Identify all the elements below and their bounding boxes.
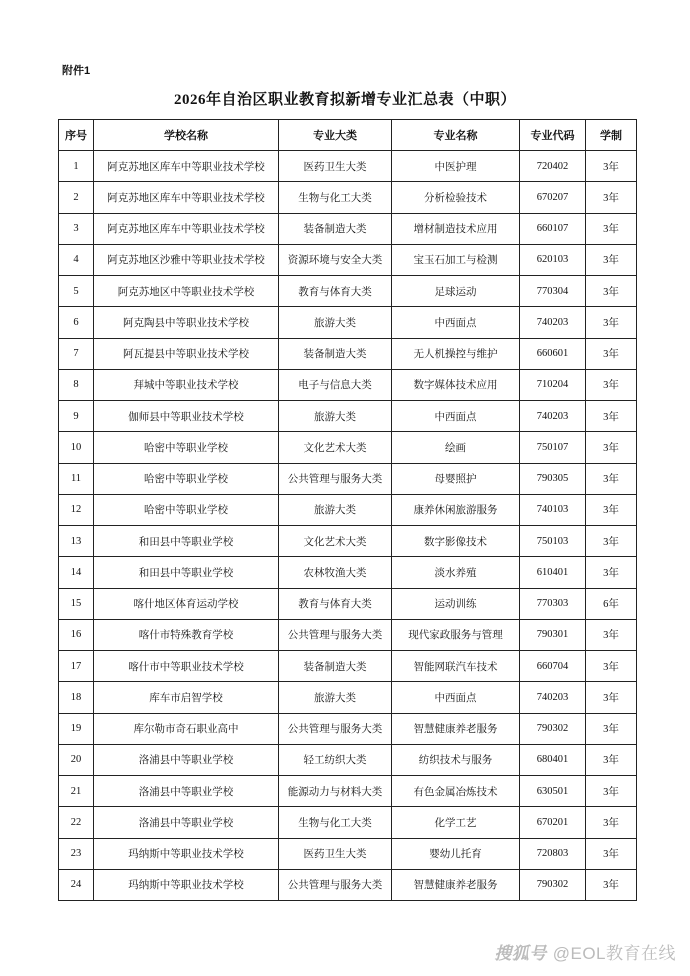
cell-major-category: 医药卫生大类 xyxy=(279,151,392,182)
cell-index: 23 xyxy=(59,838,94,869)
cell-major-name: 中西面点 xyxy=(392,307,520,338)
cell-major-name: 分析检验技术 xyxy=(392,182,520,213)
cell-duration: 3年 xyxy=(586,557,637,588)
cell-major-category: 农林牧渔大类 xyxy=(279,557,392,588)
cell-major-name: 绘画 xyxy=(392,432,520,463)
cell-index: 20 xyxy=(59,744,94,775)
cell-school-name: 喀什市中等职业技术学校 xyxy=(94,651,279,682)
cell-major-category: 教育与体育大类 xyxy=(279,588,392,619)
table-row xyxy=(59,588,637,619)
table-row xyxy=(59,244,637,275)
cell-duration: 3年 xyxy=(586,244,637,275)
cell-index: 2 xyxy=(59,182,94,213)
cell-major-code: 750107 xyxy=(520,432,586,463)
cell-school-name: 阿瓦提县中等职业技术学校 xyxy=(94,338,279,369)
cell-duration: 3年 xyxy=(586,494,637,525)
cell-school-name: 哈密中等职业学校 xyxy=(94,494,279,525)
cell-index: 24 xyxy=(59,869,94,900)
cell-index: 4 xyxy=(59,244,94,275)
cell-index: 7 xyxy=(59,338,94,369)
cell-major-category: 装备制造大类 xyxy=(279,651,392,682)
cell-duration: 3年 xyxy=(586,276,637,307)
header-duration: 学制 xyxy=(586,120,637,151)
cell-school-name: 阿克苏地区中等职业技术学校 xyxy=(94,276,279,307)
cell-school-name: 哈密中等职业学校 xyxy=(94,463,279,494)
cell-duration: 3年 xyxy=(586,869,637,900)
cell-major-code: 680401 xyxy=(520,744,586,775)
cell-school-name: 哈密中等职业学校 xyxy=(94,432,279,463)
header-index: 序号 xyxy=(59,120,94,151)
table-row xyxy=(59,807,637,838)
cell-major-code: 740203 xyxy=(520,682,586,713)
table-body xyxy=(59,151,637,901)
cell-school-name: 洛浦县中等职业学校 xyxy=(94,807,279,838)
cell-major-name: 母婴照护 xyxy=(392,463,520,494)
cell-major-category: 公共管理与服务大类 xyxy=(279,463,392,494)
cell-major-name: 现代家政服务与管理 xyxy=(392,619,520,650)
cell-major-name: 有色金属冶炼技术 xyxy=(392,776,520,807)
attachment-label: 附件1 xyxy=(62,65,91,77)
cell-major-name: 康养休闲旅游服务 xyxy=(392,494,520,525)
cell-index: 14 xyxy=(59,557,94,588)
cell-school-name: 玛纳斯中等职业技术学校 xyxy=(94,869,279,900)
cell-major-name: 智慧健康养老服务 xyxy=(392,713,520,744)
cell-major-category: 生物与化工大类 xyxy=(279,182,392,213)
header-major-code: 专业代码 xyxy=(520,120,586,151)
cell-major-code: 610401 xyxy=(520,557,586,588)
cell-index: 17 xyxy=(59,651,94,682)
cell-school-name: 阿克苏地区库车中等职业技术学校 xyxy=(94,213,279,244)
document-title: 2026年自治区职业教育拟新增专业汇总表（中职） xyxy=(173,92,516,108)
table-row xyxy=(59,182,637,213)
cell-index: 6 xyxy=(59,307,94,338)
cell-major-name: 足球运动 xyxy=(392,276,520,307)
cell-major-category: 教育与体育大类 xyxy=(279,276,392,307)
cell-school-name: 喀什地区体育运动学校 xyxy=(94,588,279,619)
cell-major-category: 旅游大类 xyxy=(279,401,392,432)
table-row xyxy=(59,213,637,244)
cell-duration: 3年 xyxy=(586,369,637,400)
table-row xyxy=(59,744,637,775)
cell-major-category: 装备制造大类 xyxy=(279,338,392,369)
cell-duration: 3年 xyxy=(586,463,637,494)
cell-duration: 3年 xyxy=(586,838,637,869)
table-row xyxy=(59,713,637,744)
cell-major-name: 智能网联汽车技术 xyxy=(392,651,520,682)
cell-major-code: 720803 xyxy=(520,838,586,869)
cell-major-name: 运动训练 xyxy=(392,588,520,619)
cell-index: 15 xyxy=(59,588,94,619)
cell-duration: 3年 xyxy=(586,307,637,338)
cell-major-code: 720402 xyxy=(520,151,586,182)
cell-major-code: 770303 xyxy=(520,588,586,619)
cell-major-code: 740103 xyxy=(520,494,586,525)
cell-index: 8 xyxy=(59,369,94,400)
header-major-category: 专业大类 xyxy=(279,120,392,151)
cell-major-name: 化学工艺 xyxy=(392,807,520,838)
cell-major-code: 740203 xyxy=(520,401,586,432)
cell-major-name: 无人机操控与维护 xyxy=(392,338,520,369)
header-major-name: 专业名称 xyxy=(392,120,520,151)
cell-major-name: 增材制造技术应用 xyxy=(392,213,520,244)
table-row xyxy=(59,151,637,182)
cell-index: 5 xyxy=(59,276,94,307)
cell-major-name: 宝玉石加工与检测 xyxy=(392,244,520,275)
cell-index: 16 xyxy=(59,619,94,650)
table-row xyxy=(59,619,637,650)
cell-major-code: 790301 xyxy=(520,619,586,650)
cell-major-category: 生物与化工大类 xyxy=(279,807,392,838)
cell-major-code: 670201 xyxy=(520,807,586,838)
cell-major-code: 790302 xyxy=(520,869,586,900)
cell-school-name: 伽师县中等职业技术学校 xyxy=(94,401,279,432)
cell-major-category: 旅游大类 xyxy=(279,682,392,713)
cell-major-name: 中西面点 xyxy=(392,401,520,432)
cell-duration: 3年 xyxy=(586,807,637,838)
header-school-name: 学校名称 xyxy=(94,120,279,151)
cell-duration: 3年 xyxy=(586,776,637,807)
table-row xyxy=(59,463,637,494)
cell-major-category: 旅游大类 xyxy=(279,494,392,525)
cell-duration: 3年 xyxy=(586,682,637,713)
cell-index: 21 xyxy=(59,776,94,807)
table-row xyxy=(59,682,637,713)
cell-index: 13 xyxy=(59,526,94,557)
cell-duration: 3年 xyxy=(586,432,637,463)
cell-school-name: 阿克苏地区库车中等职业技术学校 xyxy=(94,182,279,213)
cell-index: 19 xyxy=(59,713,94,744)
table-row xyxy=(59,276,637,307)
cell-major-code: 660601 xyxy=(520,338,586,369)
table-row xyxy=(59,776,637,807)
cell-index: 22 xyxy=(59,807,94,838)
cell-duration: 3年 xyxy=(586,182,637,213)
cell-school-name: 阿克陶县中等职业技术学校 xyxy=(94,307,279,338)
cell-school-name: 阿克苏地区沙雅中等职业技术学校 xyxy=(94,244,279,275)
cell-school-name: 阿克苏地区库车中等职业技术学校 xyxy=(94,151,279,182)
table-row xyxy=(59,494,637,525)
cell-major-category: 公共管理与服务大类 xyxy=(279,713,392,744)
cell-duration: 3年 xyxy=(586,213,637,244)
cell-major-name: 纺织技术与服务 xyxy=(392,744,520,775)
watermark-platform: 搜狐号 xyxy=(494,944,547,963)
table-row xyxy=(59,526,637,557)
table-row xyxy=(59,338,637,369)
cell-major-category: 医药卫生大类 xyxy=(279,838,392,869)
cell-major-code: 620103 xyxy=(520,244,586,275)
cell-index: 9 xyxy=(59,401,94,432)
table-row xyxy=(59,401,637,432)
cell-school-name: 玛纳斯中等职业技术学校 xyxy=(94,838,279,869)
cell-major-name: 淡水养殖 xyxy=(392,557,520,588)
cell-duration: 3年 xyxy=(586,619,637,650)
cell-major-code: 710204 xyxy=(520,369,586,400)
cell-index: 11 xyxy=(59,463,94,494)
cell-index: 3 xyxy=(59,213,94,244)
cell-major-code: 660107 xyxy=(520,213,586,244)
cell-index: 18 xyxy=(59,682,94,713)
table-header-row xyxy=(59,120,637,151)
cell-index: 1 xyxy=(59,151,94,182)
cell-school-name: 拜城中等职业技术学校 xyxy=(94,369,279,400)
cell-major-category: 轻工纺织大类 xyxy=(279,744,392,775)
cell-major-code: 740203 xyxy=(520,307,586,338)
cell-major-code: 770304 xyxy=(520,276,586,307)
cell-duration: 3年 xyxy=(586,526,637,557)
cell-major-code: 630501 xyxy=(520,776,586,807)
table-row xyxy=(59,307,637,338)
cell-major-name: 数字影像技术 xyxy=(392,526,520,557)
cell-major-category: 旅游大类 xyxy=(279,307,392,338)
cell-major-category: 文化艺术大类 xyxy=(279,526,392,557)
cell-major-name: 中医护理 xyxy=(392,151,520,182)
cell-major-category: 公共管理与服务大类 xyxy=(279,869,392,900)
majors-table xyxy=(58,119,637,901)
cell-major-code: 670207 xyxy=(520,182,586,213)
table-row xyxy=(59,557,637,588)
cell-major-category: 电子与信息大类 xyxy=(279,369,392,400)
cell-school-name: 库车市启智学校 xyxy=(94,682,279,713)
cell-major-category: 资源环境与安全大类 xyxy=(279,244,392,275)
cell-duration: 6年 xyxy=(586,588,637,619)
table-row xyxy=(59,432,637,463)
table-row xyxy=(59,869,637,900)
cell-school-name: 和田县中等职业学校 xyxy=(94,557,279,588)
cell-major-name: 中西面点 xyxy=(392,682,520,713)
cell-major-code: 660704 xyxy=(520,651,586,682)
cell-major-code: 790302 xyxy=(520,713,586,744)
table-row xyxy=(59,651,637,682)
cell-major-code: 790305 xyxy=(520,463,586,494)
cell-duration: 3年 xyxy=(586,744,637,775)
cell-duration: 3年 xyxy=(586,713,637,744)
cell-duration: 3年 xyxy=(586,151,637,182)
cell-duration: 3年 xyxy=(586,338,637,369)
cell-major-category: 能源动力与材料大类 xyxy=(279,776,392,807)
cell-major-name: 婴幼儿托育 xyxy=(392,838,520,869)
cell-index: 10 xyxy=(59,432,94,463)
cell-major-category: 公共管理与服务大类 xyxy=(279,619,392,650)
cell-school-name: 喀什市特殊教育学校 xyxy=(94,619,279,650)
cell-index: 12 xyxy=(59,494,94,525)
cell-major-code: 750103 xyxy=(520,526,586,557)
cell-school-name: 和田县中等职业学校 xyxy=(94,526,279,557)
table-row xyxy=(59,838,637,869)
cell-school-name: 洛浦县中等职业学校 xyxy=(94,744,279,775)
cell-major-category: 装备制造大类 xyxy=(279,213,392,244)
cell-major-name: 智慧健康养老服务 xyxy=(392,869,520,900)
cell-major-category: 文化艺术大类 xyxy=(279,432,392,463)
cell-school-name: 洛浦县中等职业学校 xyxy=(94,776,279,807)
cell-duration: 3年 xyxy=(586,651,637,682)
cell-duration: 3年 xyxy=(586,401,637,432)
cell-major-name: 数字媒体技术应用 xyxy=(392,369,520,400)
cell-school-name: 库尔勒市奇石职业高中 xyxy=(94,713,279,744)
watermark-source: @EOL教育在线 xyxy=(552,944,676,963)
table-row xyxy=(59,369,637,400)
watermark xyxy=(494,939,676,964)
